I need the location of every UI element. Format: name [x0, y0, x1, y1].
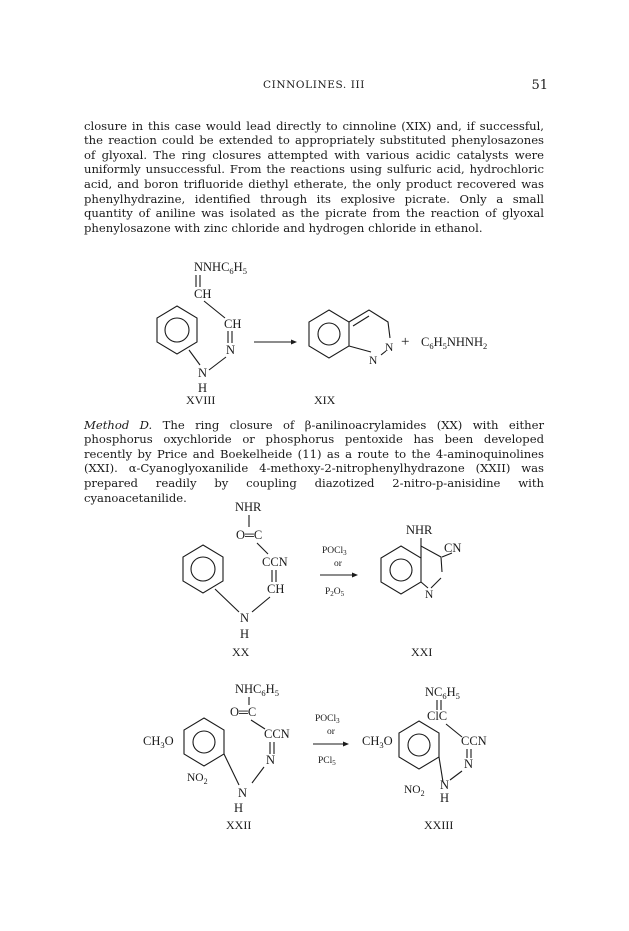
label-xix: XIX — [314, 393, 336, 407]
xx-h: H — [240, 627, 250, 641]
label-xxi: XXI — [411, 645, 433, 659]
scheme2-reagent-top: POCl$_3$ — [322, 546, 347, 557]
xx-benzene-ring — [183, 545, 223, 593]
xviii-h: H — [198, 381, 208, 395]
xxii-nhc6h5: $NHC_6H_5$ — [235, 682, 279, 698]
xix-n1: N — [369, 355, 378, 367]
xxii-methoxy: $CH_3O$ — [143, 734, 174, 750]
xxiii-n-hydrazone: N — [440, 778, 450, 792]
scheme1-byproduct: $C_6H_5NHNH_2$ — [421, 335, 488, 351]
label-xx: XX — [232, 645, 250, 659]
structure-xx — [183, 500, 288, 641]
scheme3-reagent-or: or — [327, 727, 335, 737]
xxii-benzene-ring — [184, 718, 224, 766]
xx-carbonyl: O═C — [236, 528, 263, 542]
page-number: 51 — [531, 78, 548, 93]
xx-ccn: CCN — [262, 555, 288, 569]
xxii-n-imine: N — [266, 753, 276, 767]
scheme2-reagents — [320, 546, 358, 598]
xxiii-clc: ClC — [427, 709, 448, 723]
xviii-n-amine: N — [198, 366, 208, 380]
xxi-cn: CN — [444, 541, 462, 555]
xix-n2: N — [385, 342, 394, 354]
structure-xxii — [143, 682, 290, 815]
xxiii-h: H — [440, 791, 450, 805]
scheme3-reagents — [313, 714, 349, 767]
xxiii-n-imine: N — [464, 757, 474, 771]
xxiii-nitro: $NO_2$ — [404, 784, 425, 798]
xxiii-methoxy: $CH_3O$ — [362, 734, 393, 750]
xx-ch: CH — [267, 582, 285, 596]
structure-xix — [309, 310, 394, 367]
xxii-nitro: $NO_2$ — [187, 772, 208, 786]
structure-xxiii — [362, 685, 487, 805]
running-title: CINNOLINES. III — [262, 79, 366, 91]
xx-n: N — [240, 611, 250, 625]
xxiii-benzene-ring — [399, 721, 439, 769]
xviii-ch-upper: CH — [194, 287, 212, 301]
xxi-benzene-ring — [381, 546, 421, 594]
label-xviii: XVIII — [186, 393, 216, 407]
xxiii-nc6h5: $NC_6H_5$ — [425, 685, 460, 701]
scheme3-reagent-bottom: PCl$_5$ — [318, 756, 336, 767]
scheme2-reagent-or: or — [334, 559, 342, 569]
xviii-benzene-ring — [157, 306, 197, 354]
xxi-nhr: NHR — [406, 523, 433, 537]
xix-benzene-ring — [309, 310, 349, 358]
xxi-n: N — [425, 589, 434, 601]
xxii-ccn: CCN — [264, 727, 290, 741]
scheme1-plus: + — [401, 334, 410, 350]
method-d-label: Method D. — [84, 417, 153, 432]
xviii-ch-lower: CH — [224, 317, 242, 331]
xxiii-ccn: CCN — [461, 734, 487, 748]
xxii-n-hydrazone: N — [238, 786, 248, 800]
scheme2-arrow — [352, 573, 358, 578]
xviii-nnhc6h5-group: $NNHC_6H_5$ — [194, 260, 247, 276]
scheme2-reagent-bottom: $P_2O_5$ — [325, 587, 345, 598]
xx-nhr: NHR — [235, 500, 262, 514]
scheme1-arrow — [254, 340, 297, 345]
scheme3-reagent-top: POCl$_3$ — [315, 714, 340, 725]
xxii-h: H — [234, 801, 244, 815]
method-d-text: The ring closure of β-anilinoacrylamides (XX) with either phosphorus oxychloride or phosphorus pentoxide has been developed recently by Price and Boekelheide (11) as a route to the 4-aminoquinolines (XXI). α-Cyanoglyoxanilide 4-methoxy-2-nitrophenylhydrazone (XXII) was prepared readily by coupling diazotized 2-nitro-p-anisidine with cyanoacetanilide. — [84, 417, 544, 505]
structure-xxi — [381, 523, 461, 601]
scheme3-arrow — [343, 742, 349, 747]
xviii-n-imine: N — [226, 343, 236, 357]
structure-xviii — [157, 260, 247, 395]
paragraph-cinnoline-closure: closure in this case would lead directly to cinnoline (XIX) and, if successful, the reaction could be extended to appropriately substituted phenylosazones of glyoxal. The ring closures attempted with various acidic catalysts were uniformly unsuccessful. From the reactions using sulfuric acid, hydrochloric acid, and boron trifluoride diethyl etherate, the only product recovered was phenylhydrazine, identified through its explosive picrate. Only a small quantity of aniline was isolated as the picrate from the reaction of glyoxal phenylosazone with zinc chloride and hydrogen chloride in ethanol. — [84, 118, 544, 235]
label-xxii: XXII — [226, 818, 252, 832]
label-xxiii: XXIII — [424, 818, 454, 832]
xxii-carbonyl: O═C — [230, 705, 257, 719]
